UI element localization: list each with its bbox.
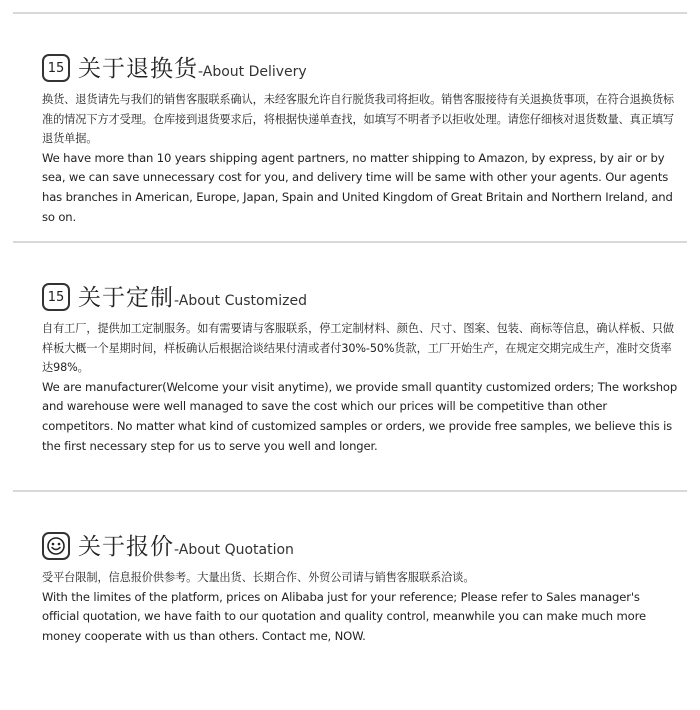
section-title-cn: 关于退换货 bbox=[78, 56, 198, 82]
section-text-en: We have more than 10 years shipping agent partners, no matter shipping to Amazon, by express, by air or by sea, we can save unnecessary cost for you, and delivery time will be same with other your agents. Our agents has branches in American, Europe, Japan, Spain and United Kingdom of Great Britain and Northern Ireland, and so on. bbox=[42, 150, 673, 224]
section-title-en: -About Quotation bbox=[174, 542, 294, 558]
section-title-cn: 关于定制 bbox=[78, 285, 174, 311]
section-text-en: With the limites of the platform, prices on Alibaba just for your reference; Please refer to Sales manager's official quotation, we have faith to our quotation and quality control, meanwhile you can make much more money cooperate with us than others. Contact me, NOW. bbox=[42, 589, 646, 643]
section-customized bbox=[42, 279, 680, 456]
divider-middle-1 bbox=[13, 241, 687, 243]
smiley-face-icon bbox=[42, 532, 70, 560]
section-title-cn: 关于报价 bbox=[78, 534, 174, 560]
section-heading bbox=[42, 528, 680, 562]
divider-top bbox=[13, 12, 687, 14]
section-heading bbox=[42, 279, 680, 313]
section-delivery bbox=[42, 50, 680, 227]
section-heading bbox=[42, 50, 680, 84]
divider-middle-2 bbox=[13, 490, 687, 492]
section-text-cn: 换货、退货请先与我们的销售客服联系确认，未经客服允许自行脱货我司将拒收。销售客服接待有关退换货事项，在符合退换货标准的情况下方才受理。仓库接到退货要求后，将根据快递单查找，如填写不明者予以拒收处理。请您仔细核对退货数量、真正填写退货单据。 bbox=[42, 93, 674, 146]
section-text-en: We are manufacturer(Welcome your visit anytime), we provide small quantity customized orders; The workshop and warehouse were well managed to save the cost which our prices will be competitive than other competitors. No matter what kind of customized samples or orders, we provide free samples, we believe this is the first necessary step for us to serve you well and longer. bbox=[42, 379, 678, 453]
section-text-cn: 自有工厂，提供加工定制服务。如有需要请与客服联系，停工定制材料、颜色、尺寸、图案、包装、商标等信息，确认样板、只做样板大概一个星期时间，样板确认后根据洽谈结果付清或者付30%-50%货款，工厂开始生产，在规定交期完成生产，准时交货率达98%。 bbox=[42, 322, 674, 375]
section-text-cn: 受平台限制，信息报价供参考。大量出货、长期合作、外贸公司请与销售客服联系洽谈。 bbox=[42, 571, 475, 584]
number-badge-icon: 15 bbox=[42, 54, 70, 82]
section-title-en: -About Delivery bbox=[198, 64, 307, 80]
number-badge-icon: 15 bbox=[42, 283, 70, 311]
section-title-en: -About Customized bbox=[174, 293, 307, 309]
section-quotation bbox=[42, 528, 680, 646]
